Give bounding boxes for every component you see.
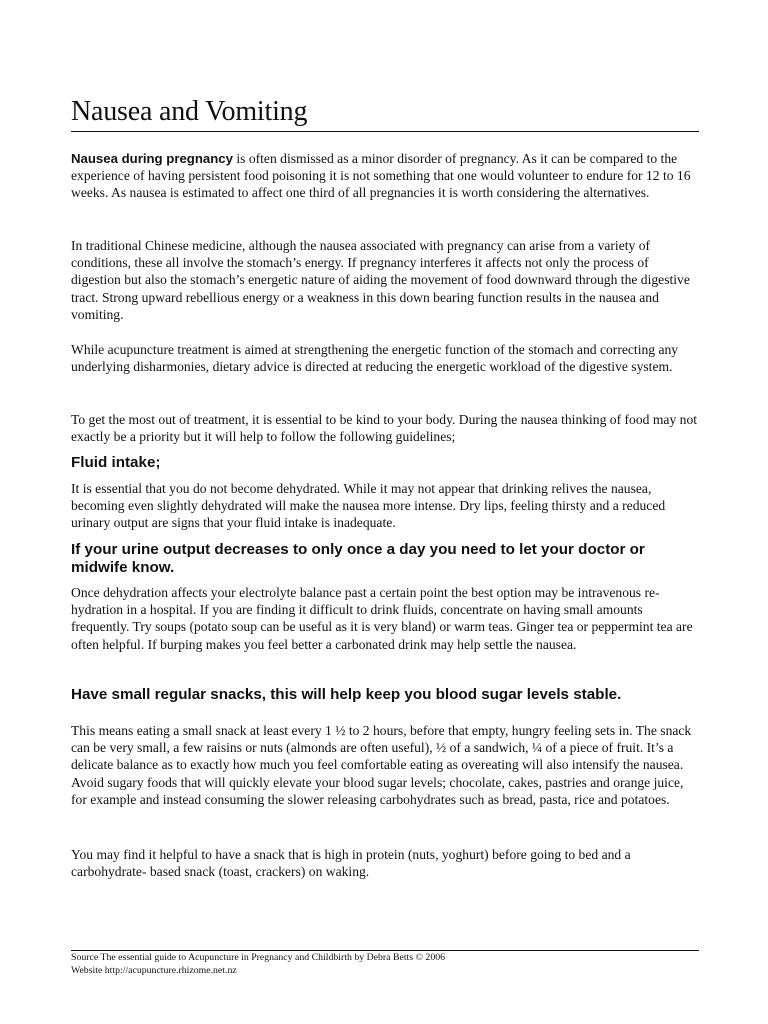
fluid-intake-heading: Fluid intake; [71, 454, 161, 471]
page-title: Nausea and Vomiting [71, 96, 308, 127]
title-divider [71, 131, 699, 132]
dehydration-paragraph: Once dehydration affects your electrolyte balance past a certain point the best option may be intravenous re-hydration in a hospital. If you are finding it difficult to drink fluids, concentrate on having small amounts frequently. Try soups (potato soup can be useful as it is very bland) or warm teas. Ginger tea or peppermint tea are often helpful. If burping makes you feel better a carbonated drink may help settle the nausea. [71, 585, 693, 652]
chinese-medicine-paragraph: In traditional Chinese medicine, although the nausea associated with pregnancy can arise from a variety of conditions, these all involve the stomach’s energy. If pregnancy interferes it affects not only the process of digestion but also the stomach’s energetic nature of aiding the movement of food downward through the digestive tract. Strong upward rebellious energy or a weakness in this down bearing function results in the nausea and vomiting. [71, 238, 690, 322]
snacks-paragraph: This means eating a small snack at least every 1 ½ to 2 hours, before that empty, hungry feeling sets in. The snack can be very small, a few raisins or nuts (almonds are often useful), ½ of a sandwich, ¼ of a piece of fruit. It’s a delicate balance as to exactly how much you feel comfortable eating as overeating will also intensify the nausea. Avoid sugary foods that will quickly elevate your blood sugar levels; chocolate, cakes, pastries and orange juice, for example and instead consuming the slower releasing carbohydrates such as bread, pasta, rice and potatoes. [71, 723, 692, 807]
snacks-heading: Have small regular snacks, this will help keep you blood sugar levels stable. [71, 686, 622, 703]
footer-source: Source The essential guide to Acupuncture in Pregnancy and Childbirth by Debra Betts © 2006 [71, 952, 446, 963]
acupuncture-paragraph: While acupuncture treatment is aimed at strengthening the energetic function of the stomach and correcting any underlying disharmonies, dietary advice is directed at reducing the energetic workload of the digestive system. [71, 342, 679, 375]
fluid-intake-paragraph: It is essential that you do not become dehydrated. While it may not appear that drinking relives the nausea, becoming even slightly dehydrated will make the nausea more intense. Dry lips, feeling thirsty and a reduced urinary output are signs that your fluid intake is inadequate. [71, 481, 666, 531]
footer-divider [71, 950, 699, 951]
intro-lead-text: Nausea during pregnancy [71, 151, 233, 166]
intro-body-text: is often dismissed as a minor disorder of pregnancy. As it can be compared to the experience of having persistent food poisoning it is not something that one would volunteer to endure for 12 to 16 weeks. As nausea is estimated to affect one third of all pregnancies it is worth considering the alternatives. [71, 151, 691, 201]
guidelines-paragraph: To get the most out of treatment, it is essential to be kind to your body. During the nausea thinking of food may not exactly be a priority but it will help to follow the following guidelines; [71, 412, 698, 445]
intro-paragraph [71, 150, 699, 202]
urine-output-heading: If your urine output decreases to only once a day you need to let your doctor or midwife know. [71, 541, 645, 576]
footer-website: Website http://acupuncture.rhizome.net.nz [71, 965, 237, 976]
protein-snack-paragraph: You may find it helpful to have a snack that is high in protein (nuts, yoghurt) before going to bed and a carbohydrate- based snack (toast, crackers) on waking. [71, 847, 631, 880]
